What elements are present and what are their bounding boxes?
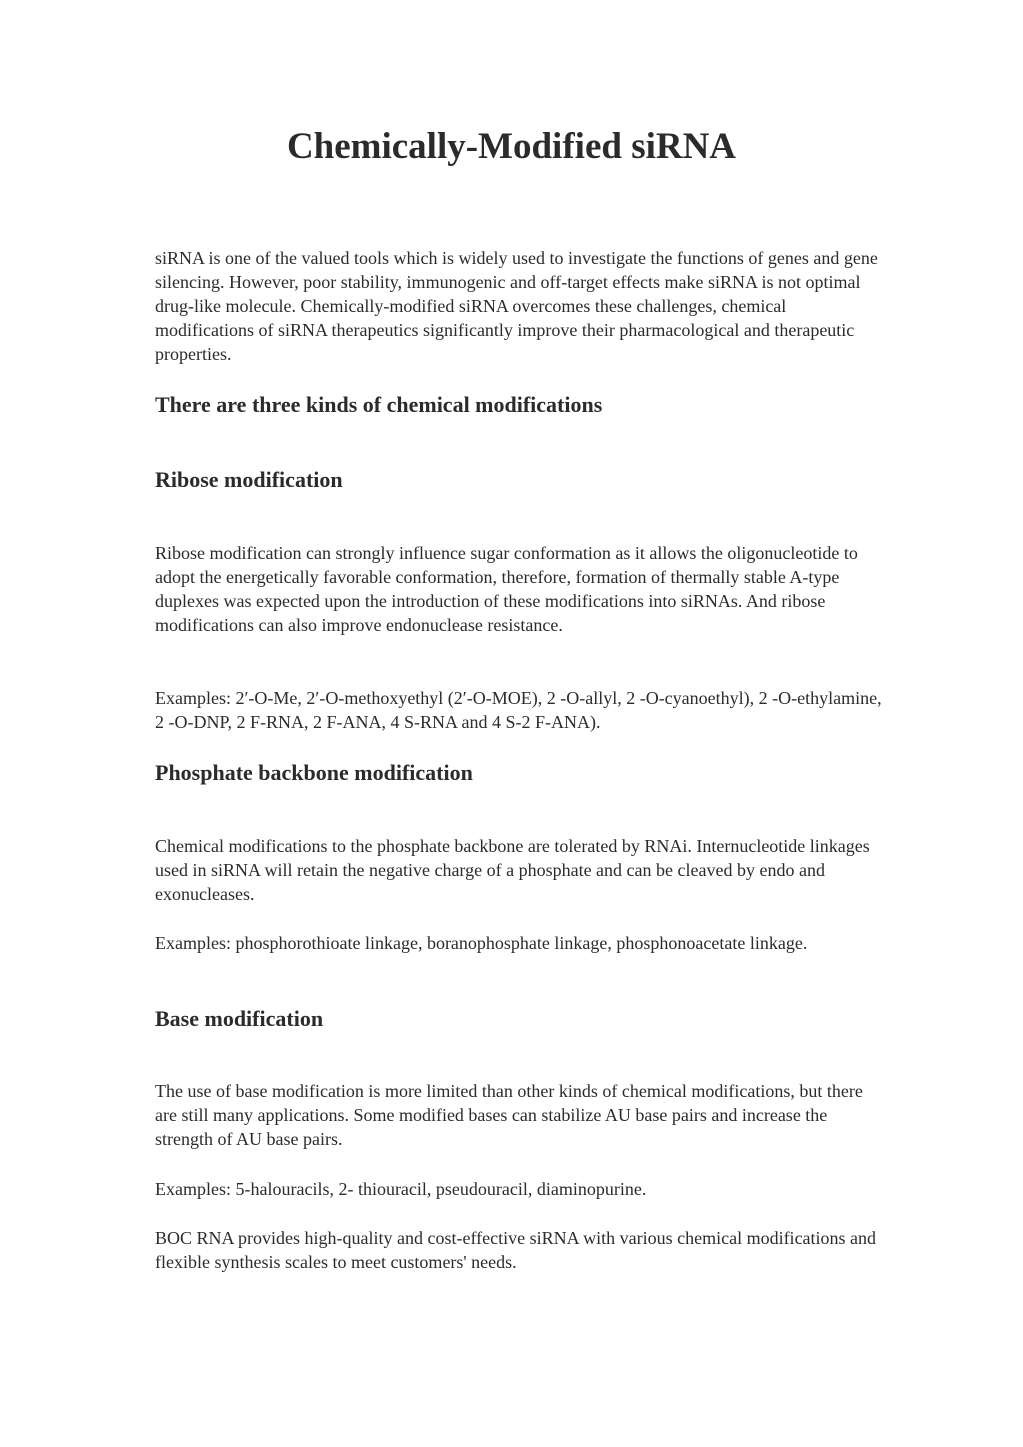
ribose-paragraph: Ribose modification can strongly influence sugar conformation as it allows the oligonucleotide to adopt the energetically favorable conformation, therefore, formation of thermally stable A-type duplexes was expected upon the introduction of these modifications into siRNAs. And ribose modifications can also improve endonuclease resistance. bbox=[155, 543, 858, 635]
base-heading: Base modification bbox=[155, 1006, 324, 1031]
page-title: Chemically-Modified siRNA bbox=[286, 126, 737, 167]
phosphate-heading: Phosphate backbone modification bbox=[155, 760, 473, 785]
kinds-heading: There are three kinds of chemical modifications bbox=[155, 392, 603, 417]
closing-paragraph: BOC RNA provides high-quality and cost-effective siRNA with various chemical modifications and flexible synthesis scales to meet customers' needs. bbox=[155, 1228, 877, 1272]
base-examples: Examples: 5-halouracils, 2- thiouracil, pseudouracil, diaminopurine. bbox=[155, 1179, 647, 1199]
ribose-examples: Examples: 2′-O-Me, 2′-O-methoxyethyl (2′-O-MOE), 2 -O-allyl, 2 -O-cyanoethyl), 2 -O-ethylamine, 2 -O-DNP, 2 F-RNA, 2 F-ANA, 4 S-RNA and 4 S-2 F-ANA). bbox=[155, 688, 882, 732]
phosphate-examples: Examples: phosphorothioate linkage, boranophosphate linkage, phosphonoacetate linkage. bbox=[155, 933, 808, 953]
intro-paragraph: siRNA is one of the valued tools which is widely used to investigate the functions of genes and gene silencing. However, poor stability, immunogenic and off-target effects make siRNA is not optimal drug-like molecule. Chemically-modified siRNA overcomes these challenges, chemical modifications of siRNA therapeutics significantly improve their pharmacological and therapeutic properties. bbox=[155, 248, 878, 364]
ribose-heading: Ribose modification bbox=[155, 467, 343, 492]
base-paragraph: The use of base modification is more limited than other kinds of chemical modifications, but there are still many applications. Some modified bases can stabilize AU base pairs and increase the strength of AU base pairs. bbox=[155, 1081, 863, 1149]
phosphate-paragraph: Chemical modifications to the phosphate backbone are tolerated by RNAi. Internucleotide linkages used in siRNA will retain the negative charge of a phosphate and can be cleaved by endo and exonucleases. bbox=[155, 836, 870, 904]
